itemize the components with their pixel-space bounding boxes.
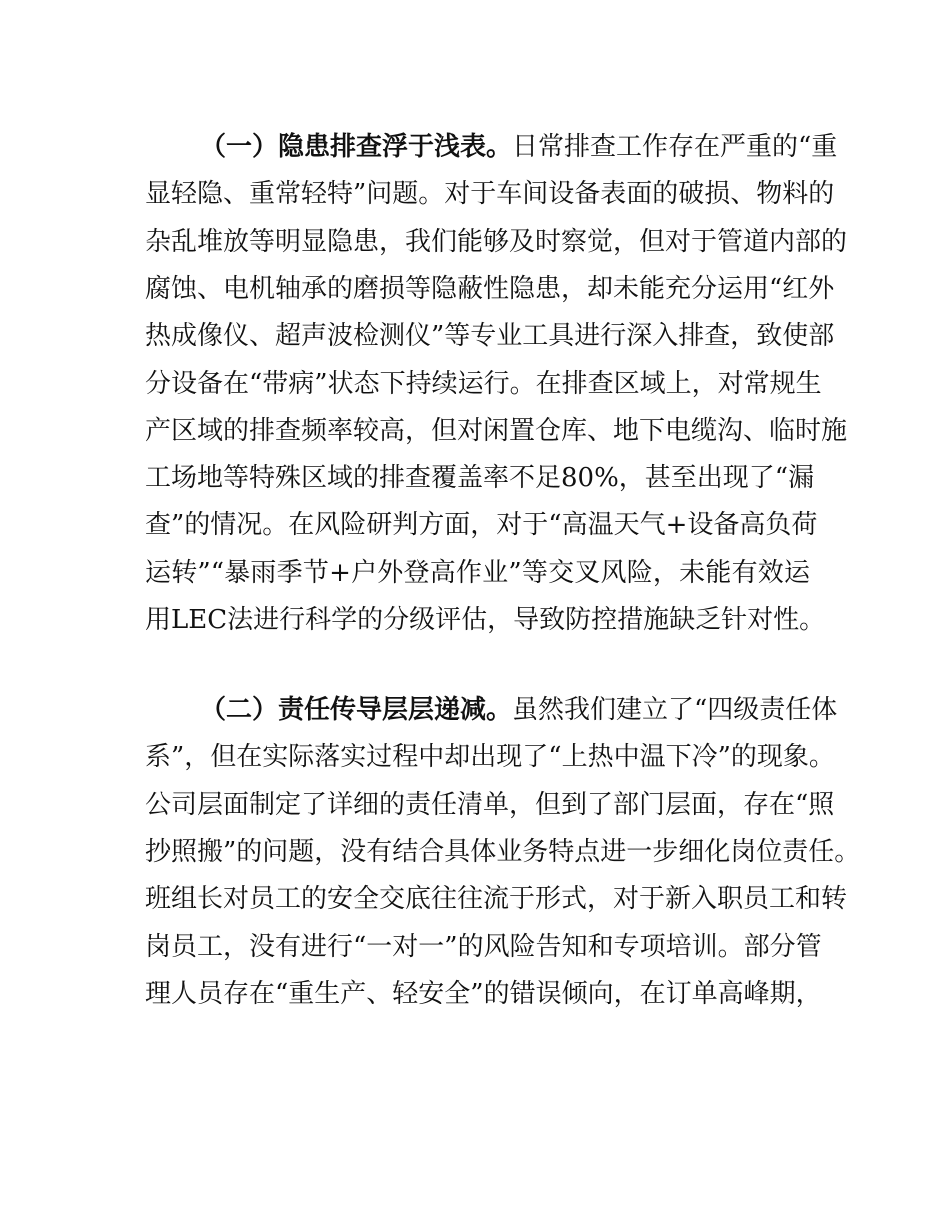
paragraph-text: 班组长对员工的安全交底往往流于形式，对于新入职员工和转 [145,884,848,915]
paragraph-text: 用LEC法进行科学的分级评估，导致防控措施缺乏针对性。 [145,605,826,635]
paragraph-text: 腐蚀、电机轴承的磨损等隐蔽性隐患，却未能充分运用“红外 [145,273,835,304]
paragraph-line [145,177,835,211]
paragraph-line [145,930,822,964]
section-heading: （一）隐患排查浮于浅表。 [200,132,513,162]
paragraph-line [145,556,810,590]
paragraph-text: 查”的情况。在风险研判方面，对于“高温天气+设备高负荷 [145,510,818,541]
paragraph-line [145,788,835,822]
paragraph-text: 岗员工，没有进行“一对一”的风险告知和专项培训。部分管 [145,931,822,962]
paragraph-first-line [200,130,838,164]
paragraph-text: 热成像仪、超声波检测仪”等专业工具进行深入排查，致使部 [145,321,835,352]
paragraph-line [145,461,815,495]
section-heading: （二）责任传导层层递减。 [200,695,513,725]
paragraph-text: 运转”“暴雨季节+户外登高作业”等交叉风险，未能有效运 [145,557,810,588]
paragraph-line [145,272,835,306]
paragraph-line [145,414,848,448]
paragraph-line [145,882,848,916]
paragraph-line [145,740,835,774]
paragraph-text: 公司层面制定了详细的责任清单，但到了部门层面，存在“照 [145,789,835,820]
paragraph-text: 分设备在“带病”状态下持续运行。在排查区域上，对常规生 [145,368,822,399]
paragraph-text: 抄照搬”的问题，没有结合具体业务特点进一步细化岗位责任。 [145,836,861,867]
paragraph-line [145,367,822,401]
paragraph-line [145,508,818,542]
paragraph-line [145,319,835,353]
paragraph-text: 理人员存在“重生产、轻安全”的错误倾向，在订单高峰期， [145,978,822,1009]
paragraph-line [145,603,826,637]
paragraph-text: 产区域的排查频率较高，但对闲置仓库、地下电缆沟、临时施 [145,415,848,446]
paragraph-first-line [200,693,838,727]
paragraph-text: 工场地等特殊区域的排查覆盖率不足80%，甚至出现了“漏 [145,463,815,494]
paragraph-line [145,977,822,1011]
paragraph-text: 系”，但在实际落实过程中却出现了“上热中温下冷”的现象。 [145,742,835,773]
paragraph-text: 显轻隐、重常轻特”问题。对于车间设备表面的破损、物料的 [145,179,835,210]
paragraph-text: 日常排查工作存在严重的“重 [512,132,838,162]
paragraph-line [145,835,861,869]
paragraph-text: 杂乱堆放等明显隐患，我们能够及时察觉，但对于管道内部的 [145,226,848,257]
paragraph-line [145,225,848,259]
paragraph-text: 虽然我们建立了“四级责任体 [512,695,838,725]
